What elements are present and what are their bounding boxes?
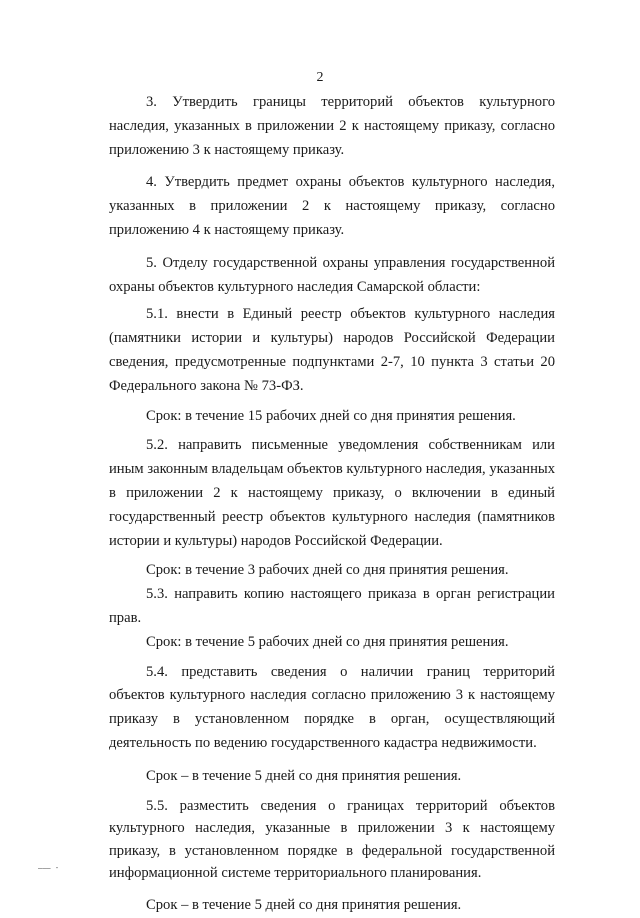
deadline-5-1: Срок: в течение 15 рабочих дней со дня принятия решения. — [146, 407, 516, 424]
document-body — [109, 91, 555, 918]
deadline-5-3: Срок: в течение 5 рабочих дней со дня принятия решения. — [146, 633, 509, 650]
paragraph-item-3: 3. Утвердить границы территорий объектов культурного наследия, указанных в приложении 2 к настоящему приказу, согласно приложению 3 к настоящему приказу. — [109, 94, 555, 158]
paragraph-item-4: 4. Утвердить предмет охраны объектов культурного наследия, указанных в приложении 2 к настоящему приказу, согласно приложению 4 к настоящему приказу. — [109, 174, 555, 238]
paragraph-item-5-4: 5.4. представить сведения о наличии границ территорий объектов культурного наследия согласно приложению 3 к настоящему приказу в установленном порядке в орган, осуществляющий деятельность по ведению государственного кадастра недвижимости. — [109, 663, 555, 751]
paragraph-item-5-1: 5.1. внести в Единый реестр объектов культурного наследия (памятники истории и культуры) народов Российской Федерации сведения, предусмотренные подпунктами 2-7, 10 пункта 3 статьи 20 Федерального закона № 73-ФЗ. — [109, 306, 555, 394]
paragraph-item-5-5: 5.5. разместить сведения о границах территорий объектов культурного наследия, указанные в приложении 3 к настоящему приказу, в установленном порядке в федеральной государственной информационной системе территориального планирования. — [109, 797, 555, 882]
deadline-5-4: Срок – в течение 5 дней со дня принятия решения. — [146, 767, 462, 784]
deadline-5-2: Срок: в течение 3 рабочих дней со дня принятия решения. — [146, 562, 509, 579]
paragraph-item-5: 5. Отделу государственной охраны управления государственной охраны объектов культурного наследия Самарской области: — [109, 254, 555, 295]
deadline-5-5: Срок – в течение 5 дней со дня принятия решения. — [146, 896, 462, 913]
page-number: 2 — [316, 70, 324, 85]
paragraph-item-5-3: 5.3. направить копию настоящего приказа в орган регистрации прав. — [109, 586, 555, 626]
footer-mark: ——— - — [38, 864, 60, 872]
paragraph-item-5-2: 5.2. направить письменные уведомления собственникам или иным законным владельцам объектов культурного наследия, указанных в приложении 2 к настоящему приказу, о включении в единый государственный реестр объектов культурного наследия (памятников истории и культуры) народов Российской Федерации. — [109, 437, 555, 549]
